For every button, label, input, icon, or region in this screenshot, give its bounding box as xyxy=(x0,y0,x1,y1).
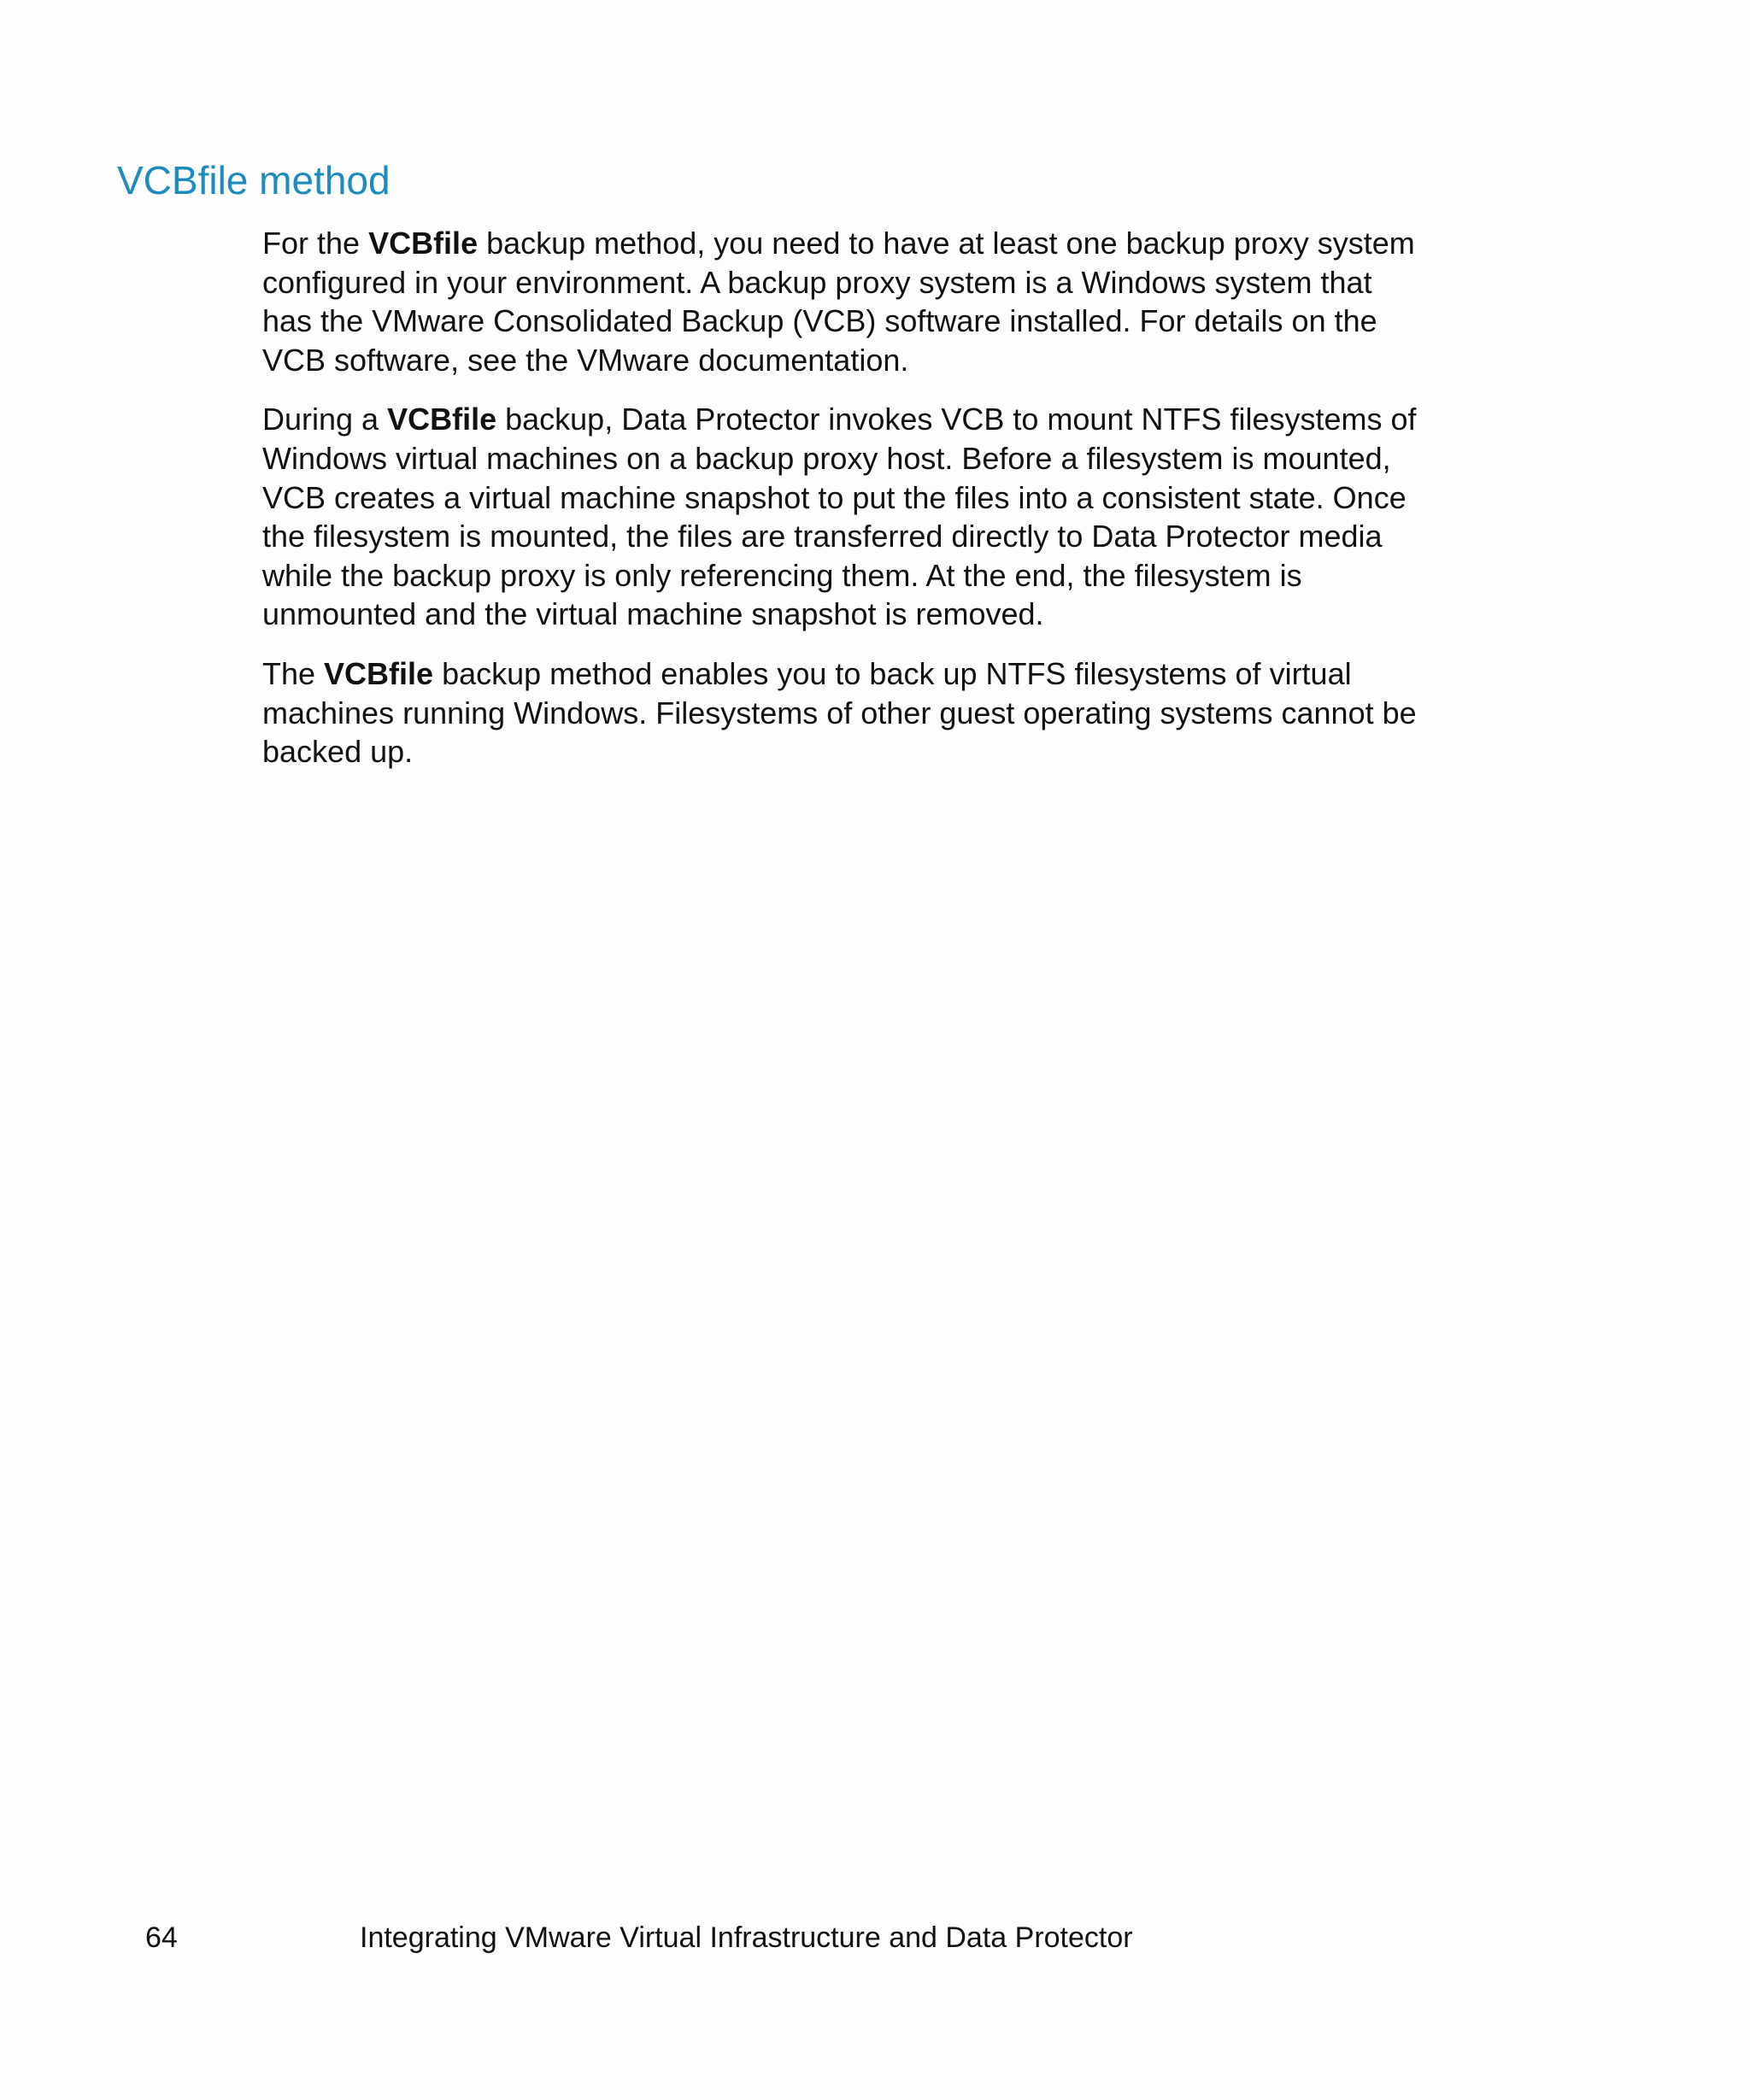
text-run: backup method enables you to back up NTFS filesystems of virtual xyxy=(433,655,1352,691)
running-footer-title: Integrating VMware Virtual Infrastructure and Data Protector xyxy=(360,1921,1133,1954)
paragraph-1 xyxy=(262,224,1454,379)
text-line: Windows virtual machines on a backup proxy host. Before a filesystem is mounted, xyxy=(262,440,1391,476)
text-line: machines running Windows. Filesystems of other guest operating systems cannot be xyxy=(262,695,1417,730)
text-line: has the VMware Consolidated Backup (VCB) software installed. For details on the xyxy=(262,303,1377,339)
text-line: VCB software, see the VMware documentation. xyxy=(262,342,909,378)
page-footer xyxy=(0,1917,1750,1960)
text-run: During a xyxy=(262,402,388,437)
page-number: 64 xyxy=(145,1921,178,1954)
text-run: For the xyxy=(262,226,369,261)
text-run: The xyxy=(262,655,325,691)
bold-term: VCBfile xyxy=(387,402,497,437)
text-line: while the backup proxy is only referencing them. At the end, the filesystem is xyxy=(262,557,1302,593)
text-run: backup method, you need to have at least one backup proxy system xyxy=(478,226,1415,261)
text-line: backed up. xyxy=(262,734,414,770)
text-line: configured in your environment. A backup proxy system is a Windows system that xyxy=(262,264,1372,300)
text-line: unmounted and the virtual machine snapshot is removed. xyxy=(262,596,1044,632)
paragraph-2 xyxy=(262,400,1454,634)
text-run: backup, Data Protector invokes VCB to mount NTFS filesystems of xyxy=(496,402,1417,437)
body-text xyxy=(262,224,1454,792)
section-heading: VCBfile method xyxy=(117,158,391,202)
text-line: VCB creates a virtual machine snapshot to put the files into a consistent state. Once xyxy=(262,479,1406,515)
bold-term: VCBfile xyxy=(368,226,479,261)
text-line xyxy=(262,224,1454,263)
bold-term: VCBfile xyxy=(324,655,434,691)
text-line xyxy=(262,400,1454,439)
text-line: the filesystem is mounted, the files are transferred directly to Data Protector media xyxy=(262,519,1383,554)
paragraph-3 xyxy=(262,654,1454,771)
text-line xyxy=(262,654,1454,694)
